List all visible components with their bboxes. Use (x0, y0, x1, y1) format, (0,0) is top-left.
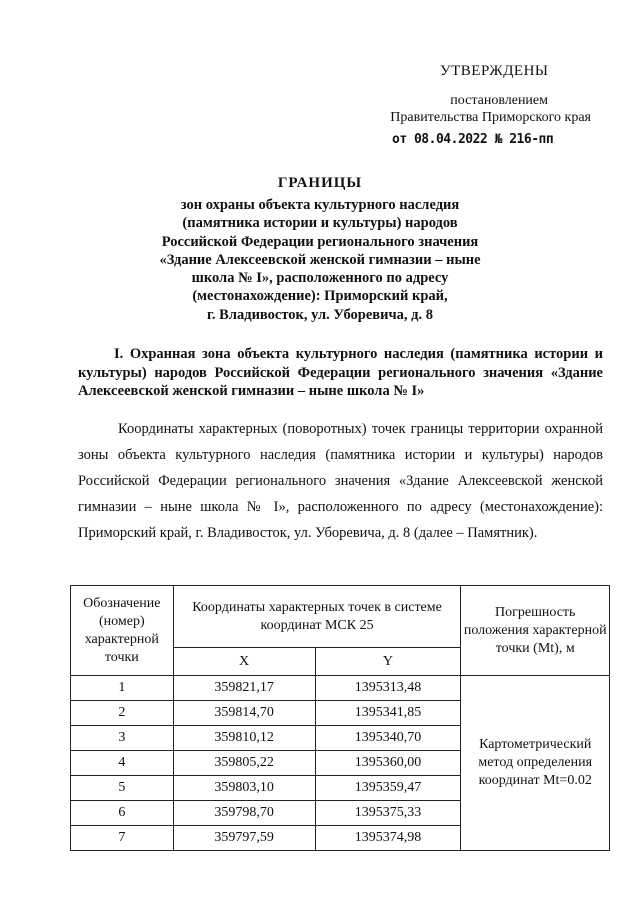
title-line: (памятника истории и культуры) народов (182, 215, 458, 232)
cell-y: 1395375,33 (315, 801, 461, 826)
cell-x: 359797,59 (173, 826, 315, 851)
cell-number: 6 (71, 801, 174, 826)
title-line: школа № I», расположенного по адресу (191, 270, 449, 287)
cell-x: 359810,12 (173, 726, 315, 751)
header-point-number: Обозначение (номер) характерной точки (71, 586, 174, 676)
cell-x: 359814,70 (173, 701, 315, 726)
date-number-stamp: от 08.04.2022 № 216-пп (392, 132, 554, 147)
cell-number: 3 (71, 726, 174, 751)
title-line: «Здание Алексеевской женской гимназии – ныне (159, 251, 481, 268)
approved-label: УТВЕРЖДЕНЫ (440, 63, 549, 79)
cell-method: Картометрический метод определения координат Mt=0.02 (461, 676, 610, 851)
cell-y: 1395374,98 (315, 826, 461, 851)
cell-x: 359798,70 (173, 801, 315, 826)
cell-y: 1395341,85 (315, 701, 461, 726)
header-y: Y (315, 648, 461, 676)
cell-y: 1395360,00 (315, 751, 461, 776)
cell-x: 359821,17 (173, 676, 315, 701)
header-x: X (173, 648, 315, 676)
coordinates-table (70, 585, 610, 851)
title-line: г. Владивосток, ул. Уборевича, д. 8 (206, 306, 434, 323)
cell-y: 1395359,47 (315, 776, 461, 801)
title-line: (местонахождение): Приморский край, (192, 288, 448, 305)
title-main: ГРАНИЦЫ (277, 175, 363, 191)
cell-number: 1 (71, 676, 174, 701)
header-coordinates: Координаты характерных точек в системе координат МСК 25 (173, 586, 461, 648)
cell-x: 359805,22 (173, 751, 315, 776)
cell-x: 359803,10 (173, 776, 315, 801)
government-label: Правительства Приморского края (390, 110, 591, 125)
section-heading (78, 345, 603, 401)
header-error: Погрешность положения характерной точки (Mt), м (461, 586, 610, 676)
document-title (130, 175, 510, 324)
cell-y: 1395340,70 (315, 726, 461, 751)
paragraph-text: Координаты характерных (поворотных) точек границы территории охранной зоны объекта культурного наследия (памятника истории и культуры) народов Российской Федерации регионального значения «Здание Алексеевской женской гимназии – ныне школа № I», расположенного по адресу (местонахождение): Приморский край, г. Владивосток, ул. Уборевича, д. 8 (далее – Памятник). (78, 421, 603, 541)
section-heading-text: I. Охранная зона объекта культурного наследия (памятника истории и культуры) народов Российской Федерации регионального значения «Здание Алексеевской женской гимназии – ныне школа № I» (78, 346, 603, 399)
cell-number: 4 (71, 751, 174, 776)
table-row (71, 676, 610, 701)
cell-number: 7 (71, 826, 174, 851)
coordinates-paragraph (78, 416, 603, 546)
cell-y: 1395313,48 (315, 676, 461, 701)
resolution-label: постановлением (450, 93, 548, 108)
title-line: Российской Федерации регионального значения (161, 233, 479, 250)
cell-number: 5 (71, 776, 174, 801)
cell-number: 2 (71, 701, 174, 726)
title-line: зон охраны объекта культурного наследия (180, 197, 460, 213)
